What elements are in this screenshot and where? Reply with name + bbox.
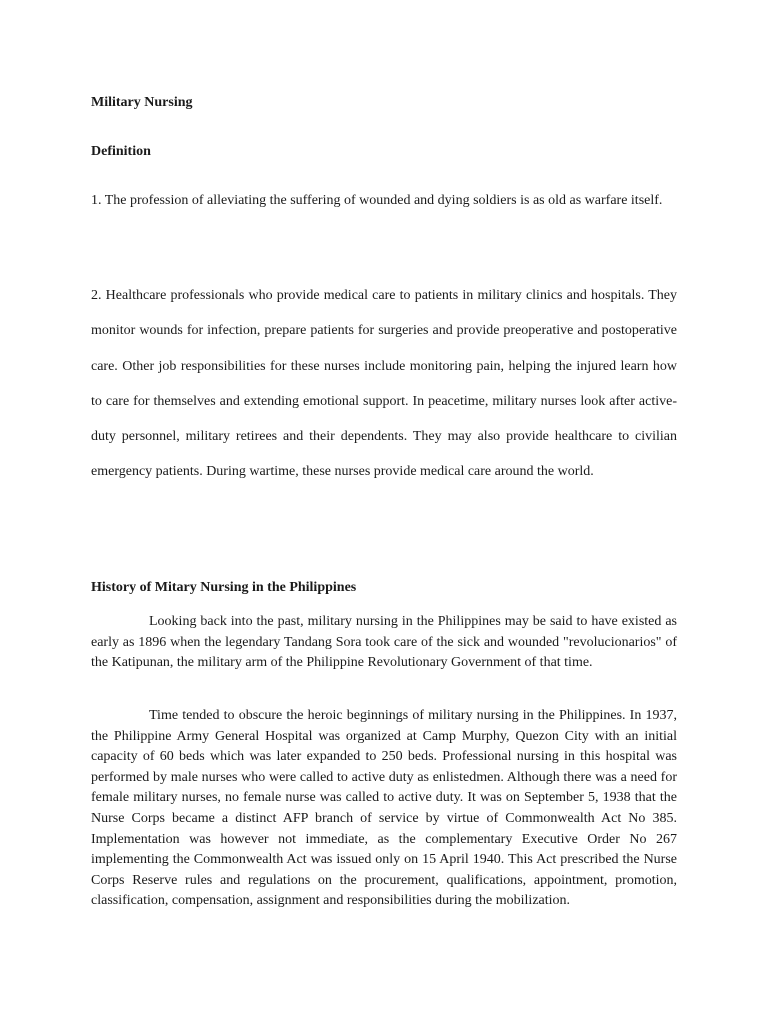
- definition-heading: Definition: [91, 144, 151, 159]
- definition-paragraph-2: 2. Healthcare professionals who provide medical care to patients in military clinics and hospitals. They monitor wounds for infection, prepare patients for surgeries and provide preoperative and postoperative care. Other job responsibilities for these nurses include monitoring pain, helping the injured learn how to care for themselves and extending emotional support. In peacetime, military nurses look after active-duty personnel, military retirees and their dependents. They may also provide healthcare to civilian emergency patients. During wartime, these nurses provide medical care around the world.: [91, 288, 677, 480]
- history-paragraph-1: Looking back into the past, military nursing in the Philippines may be said to have existed as early as 1896 when the legendary Tandang Sora took care of the sick and wounded "revolucionarios" of the Katipunan, the military arm of the Philippine Revolutionary Government of that time.: [91, 614, 677, 671]
- history-heading: History of Mitary Nursing in the Philippines: [91, 580, 357, 595]
- history-paragraph-2: Time tended to obscure the heroic beginnings of military nursing in the Philippines. In 1937, the Philippine Army General Hospital was organized at Camp Murphy, Quezon City with an initial capacity of 60 beds which was later expanded to 250 beds. Professional nursing in this hospital was performed by male nurses who were called to active duty as enlistedmen. Although there was a need for female military nurses, no female nurse was called to active duty. It was on September 5, 1938 that the Nurse Corps became a distinct AFP branch of service by virtue of Commonwealth Act No 385. Implementation was however not immediate, as the complementary Executive Order No 267 implementing the Commonwealth Act was issued only on 15 April 1940. This Act prescribed the Nurse Corps Reserve rules and regulations on the procurement, qualifications, appointment, promotion, classification, compensation, assignment and responsibilities during the mobilization.: [91, 708, 677, 909]
- document-title: Military Nursing: [91, 95, 193, 110]
- definition-paragraph-1: 1. The profession of alleviating the suffering of wounded and dying soldiers is as old as warfare itself.: [91, 193, 663, 208]
